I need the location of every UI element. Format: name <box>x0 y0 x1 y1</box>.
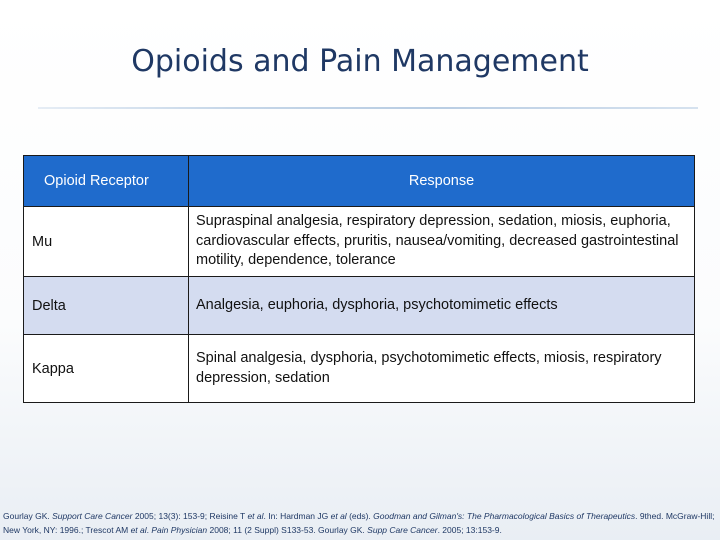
receptor-name: Mu <box>24 207 189 277</box>
table-header-row <box>24 156 695 207</box>
ref-text: . 9thed. McGraw-Hill; New York, NY: 1996.; Trescot AM <box>3 511 715 535</box>
header-opioid-receptor: Opioid Receptor <box>24 156 189 207</box>
ref-italic: et al <box>130 525 147 535</box>
receptor-response: Supraspinal analgesia, respiratory depression, sedation, miosis, euphoria, cardiovascular effects, pruritis, nausea/vomiting, decreased gastrointestinal motility, dependence, tolerance <box>189 207 695 277</box>
ref-text: 2008; 11 (2 Suppl) S133-53. Gourlay GK. <box>207 525 368 535</box>
receptor-name: Kappa <box>24 335 189 403</box>
ref-text: . 2005; 13:153-9. <box>437 525 502 535</box>
table-row <box>24 335 695 403</box>
ref-text: Gourlay GK. <box>3 511 53 521</box>
ref-italic: Goodman and Gilman's: The Pharmacological Basics of Therapeutics <box>373 511 636 521</box>
title-divider <box>38 107 698 109</box>
references-footnote <box>3 509 718 537</box>
receptor-response: Spinal analgesia, dysphoria, psychotomimetic effects, miosis, respiratory depression, sedation <box>189 335 695 403</box>
receptor-name: Delta <box>24 277 189 335</box>
ref-italic: Pain Physician <box>151 525 208 535</box>
ref-text: (eds). <box>346 511 374 521</box>
ref-italic: Support Care Cancer <box>52 511 133 521</box>
slide-title: Opioids and Pain Management <box>131 44 589 79</box>
ref-italic: et al <box>247 511 264 521</box>
header-response: Response <box>189 156 695 207</box>
ref-text: . In: Hardman JG <box>263 511 331 521</box>
ref-italic: Supp Care Cancer <box>367 525 438 535</box>
ref-text: 2005; 13(3): 153-9; Reisine T <box>132 511 248 521</box>
ref-italic: et al <box>330 511 347 521</box>
ref-text: . <box>146 525 152 535</box>
table-row <box>24 277 695 335</box>
opioid-receptor-table <box>23 155 695 403</box>
receptor-response: Analgesia, euphoria, dysphoria, psychotomimetic effects <box>189 277 695 335</box>
table-row <box>24 207 695 277</box>
